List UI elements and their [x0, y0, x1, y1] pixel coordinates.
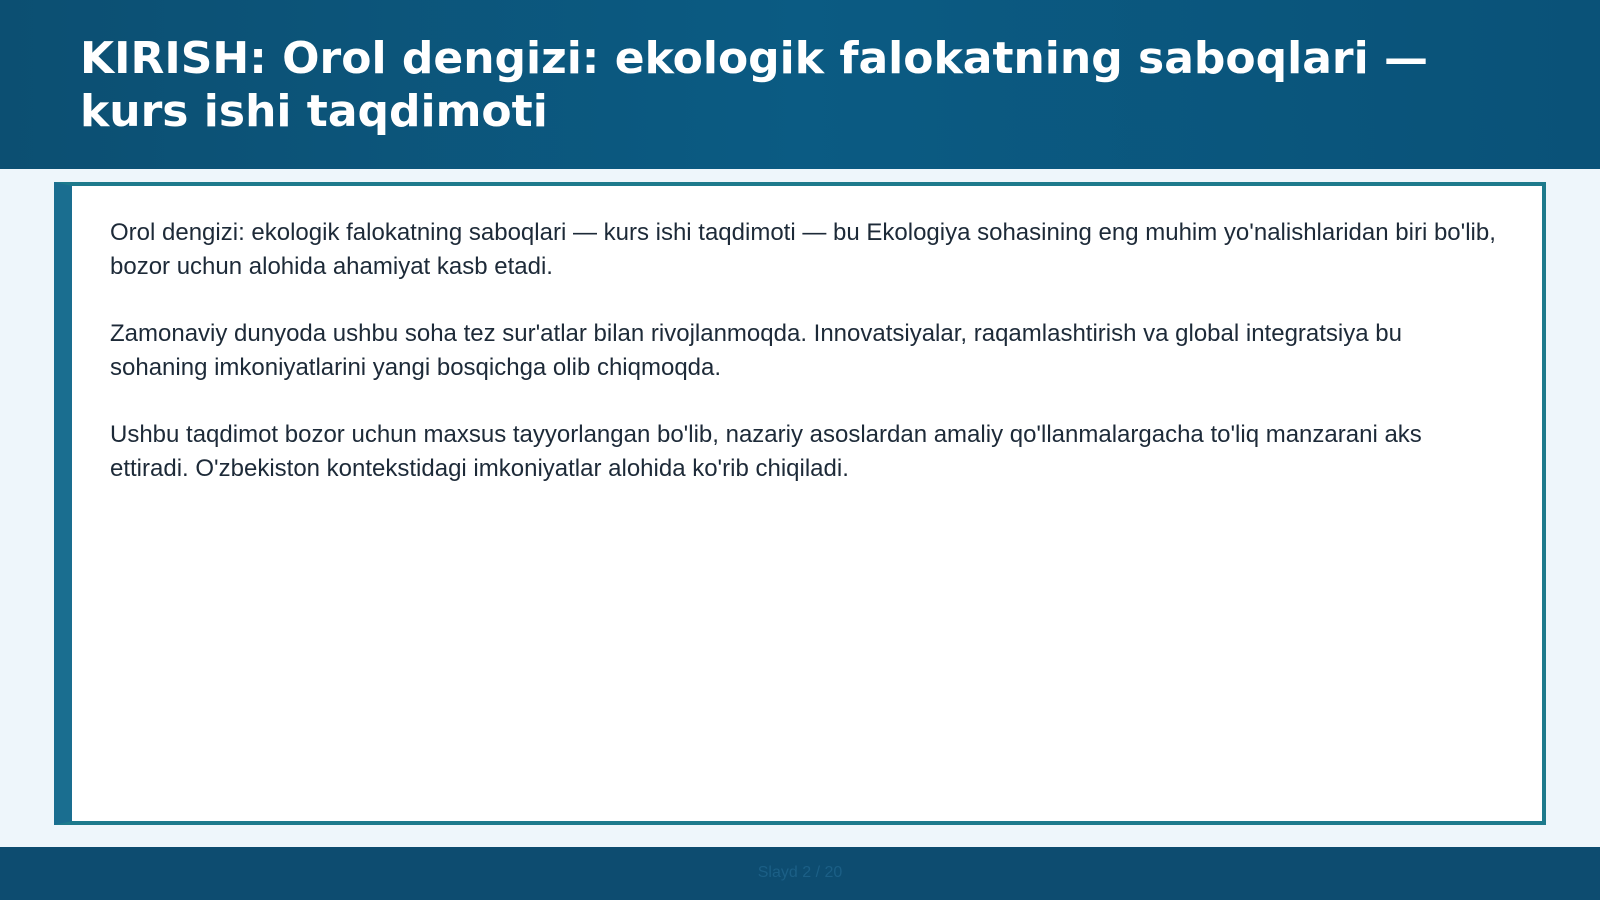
modern-world-paragraph: Zamonaviy dunyoda ushbu soha tez sur'atlar bilan rivojlanmoqda. Innovatsiyalar, raqamlashtirish va global integratsiya bu sohaning imkoniyatlarini yangi bosqichga olib chiqmoqda.: [110, 320, 1402, 381]
content-card: [54, 182, 1546, 825]
slide-title: KIRISH: Orol dengizi: ekologik falokatning saboqlari — kurs ishi taqdimoti: [80, 33, 1428, 137]
slide-footer: [0, 847, 1600, 900]
slide-counter: Slayd 2 / 20: [757, 864, 843, 881]
presentation-scope-paragraph: Ushbu taqdimot bozor uchun maxsus tayyorlangan bo'lib, nazariy asoslardan amaliy qo'llanmalargacha to'liq manzarani aks ettiradi. O'zbekiston kontekstidagi imkoniyatlar alohida ko'rib chiqiladi.: [110, 421, 1422, 482]
slide-header: [0, 0, 1600, 169]
intro-paragraph: Orol dengizi: ekologik falokatning saboqlari — kurs ishi taqdimoti — bu Ekologiya sohasining eng muhim yo'nalishlaridan biri bo'lib, bozor uchun alohida ahamiyat kasb etadi.: [110, 219, 1496, 280]
